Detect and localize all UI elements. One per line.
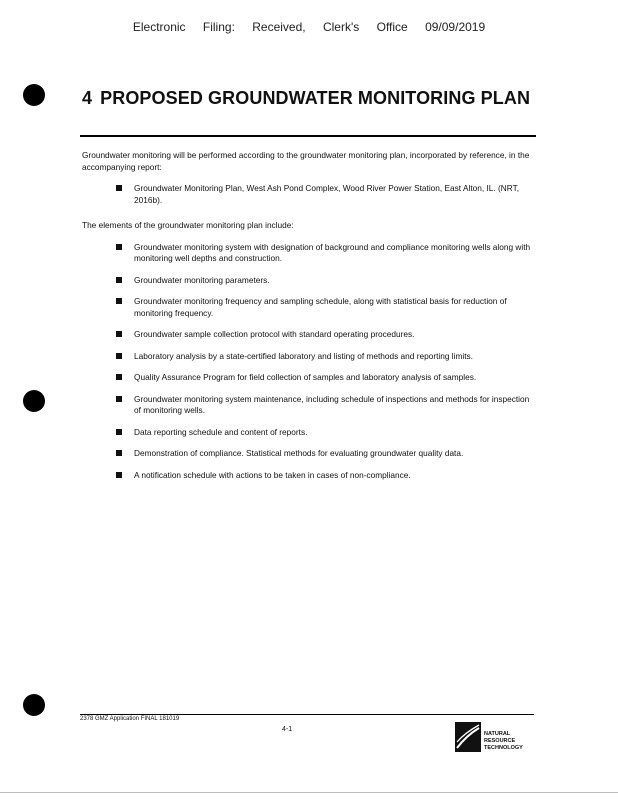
section-title: PROPOSED GROUNDWATER MONITORING PLAN	[100, 88, 531, 108]
list-item-text: Data reporting schedule and content of reports.	[134, 426, 308, 437]
bullet-icon	[116, 277, 122, 283]
list-item	[82, 372, 537, 384]
list-item-text: Groundwater sample collection protocol with standard operating procedures.	[134, 329, 415, 339]
list-item-text: A notification schedule with actions to be taken in cases of non-compliance.	[134, 469, 411, 480]
logo-line: TECHNOLOGY	[484, 745, 523, 751]
filing-word: Office	[376, 20, 408, 34]
bullet-icon	[116, 429, 122, 435]
list-item-text: Laboratory analysis by a state-certified laboratory and listing of methods and reporting limits.	[134, 350, 473, 361]
reference-text: Groundwater Monitoring Plan, West Ash Pond Complex, Wood River Power Station, East Alton, IL. (NRT, 2016b).	[134, 183, 520, 205]
scan-edge-line	[0, 792, 618, 793]
logo-line: RESOURCE	[484, 738, 516, 744]
intro-paragraph: Groundwater monitoring will be performed according to the groundwater monitoring plan, incorporated by reference, in the accompanying report:	[82, 150, 530, 172]
bullet-icon	[116, 244, 122, 250]
bullet-icon	[116, 298, 122, 304]
list-item	[82, 448, 537, 460]
filing-word: Electronic	[132, 20, 186, 34]
list-item	[82, 394, 537, 417]
page-number: 4-1	[282, 726, 293, 733]
list-item	[82, 329, 537, 341]
filing-word: Clerk's	[322, 20, 360, 34]
list-item-text: Groundwater monitoring frequency and sampling schedule, along with statistical basis for reduction of monitoring frequency.	[134, 296, 507, 318]
list-item	[82, 296, 537, 319]
list-item-text: Groundwater monitoring system with designation of background and compliance monitoring wells along with monitoring well depths and construction.	[134, 241, 531, 263]
footer-rule	[80, 714, 534, 715]
section-heading	[82, 88, 530, 109]
bullet-icon	[116, 331, 122, 337]
list-item	[82, 275, 537, 287]
heading-rule	[80, 135, 536, 137]
punch-hole	[23, 84, 45, 106]
list-item	[82, 427, 537, 439]
filing-date: 09/09/2019	[425, 20, 486, 34]
bullet-icon	[116, 353, 122, 359]
list-item-text: Demonstration of compliance. Statistical methods for evaluating groundwater quality data.	[134, 448, 464, 458]
document-body	[82, 150, 537, 491]
bullet-icon	[116, 450, 122, 456]
elements-list	[82, 242, 537, 482]
section-number: 4	[82, 88, 93, 108]
list-item	[82, 242, 537, 265]
list-item	[82, 183, 537, 206]
punch-hole	[23, 694, 45, 716]
bullet-icon	[116, 374, 122, 380]
list-item-text: Quality Assurance Program for field collection of samples and laboratory analysis of samples.	[134, 372, 477, 382]
reference-list	[82, 183, 537, 206]
list-item	[82, 351, 537, 363]
logo-text	[484, 731, 523, 752]
punch-hole	[23, 390, 45, 412]
filing-word: Filing:	[202, 20, 235, 34]
logo-line: NATURAL	[484, 731, 511, 737]
bullet-icon	[116, 472, 122, 478]
list-item-text: Groundwater monitoring system maintenance, including schedule of inspections and methods for inspection of monitoring wells.	[134, 393, 530, 415]
filing-header	[0, 20, 618, 34]
bullet-icon	[116, 396, 122, 402]
nrt-logo-icon	[455, 722, 481, 752]
footer-document-id: 2378 GMZ Application FINAL 181019	[80, 716, 180, 722]
bullet-icon	[116, 185, 122, 191]
elements-intro: The elements of the groundwater monitoring plan include:	[82, 220, 294, 230]
list-item-text: Groundwater monitoring parameters.	[134, 274, 270, 285]
list-item	[82, 470, 537, 482]
filing-word: Received,	[252, 20, 306, 34]
